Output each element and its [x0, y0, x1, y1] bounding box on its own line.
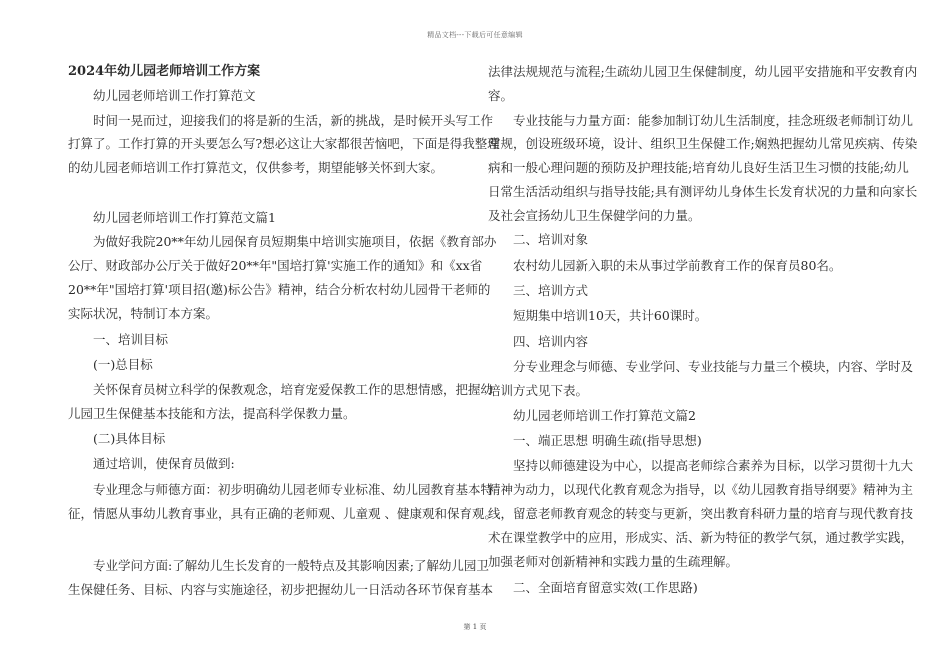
text-line: 征，情愿从事幼儿教育事业，具有正确的老师观、儿童观 、健康观和保育观。	[68, 506, 497, 521]
text-line: 的幼儿园老师培训工作打算范文，仅供参考，期望能够关怀到大家。	[68, 160, 444, 175]
text-line: 打算了。工作打算的开头要怎么写?想必这让大家都很苦恼吧，下面是得我整理	[68, 136, 500, 151]
text-line: 农村幼儿园新入职的未从事过学前教育工作的保育员80名。	[513, 258, 842, 273]
text-line: 培训方式见下表。	[488, 383, 589, 398]
text-line: 专业技能与力量方面：能参加制订幼儿生活制度，挂念班级老师制订幼儿	[513, 113, 914, 128]
text-line: 三、培训方式	[513, 283, 589, 298]
text-line: 一、端正思想 明确生疏(指导思想)	[513, 433, 702, 448]
text-line: 20**年"国培打算'项目招(邀)标公告》精神，结合分析农村幼儿园骨干老师的	[68, 282, 491, 297]
text-line: 时间一晃而过，迎接我们的将是新的生活，新的挑战，是时候开头写工作	[93, 113, 494, 128]
text-line: 关怀保育员树立科学的保教观念，培育宠爱保教工作的思想情感，把握幼	[93, 382, 494, 397]
text-line: 精神为动力，以现代化教育观念为指导，以《幼儿园教育指导纲要》精神为主	[488, 482, 914, 497]
document-title: 2024年幼儿园老师培训工作方案	[68, 64, 261, 79]
text-line: 幼儿园老师培训工作打算范文篇2	[513, 408, 696, 423]
text-line: 及社会宣扬幼儿卫生保健学问的力量。	[488, 208, 701, 223]
text-line: 二、全面培育留意实效(工作思路)	[513, 580, 698, 595]
text-line: 幼儿园老师培训工作打算范文篇1	[93, 210, 276, 225]
text-line: 线，留意老师教育观念的转变与更新，突出教育科研力量的培育与现代教育技	[488, 506, 914, 521]
text-line: 专业学问方面:了解幼儿生长发育的一般特点及其影响因素;了解幼儿园卫	[93, 558, 489, 573]
text-line: 幼儿园老师培训工作打算范文	[93, 88, 256, 103]
text-line: 常规，创设班级环境，设计、组织卫生保健工作;娴熟把握幼儿常见疾病、传染	[488, 136, 918, 151]
text-line: 公厅、财政部办公厅关于做好20**年"国培打算'实施工作的通知》和《xx省	[68, 258, 483, 273]
text-line: 为做好我院20**年幼儿园保育员短期集中培训实施项目，依据《教育部办	[93, 234, 497, 249]
page-header-note: 精品文档---下载后可任意编辑	[427, 31, 523, 39]
text-line: 容。	[488, 88, 514, 103]
text-line: 术在课堂教学中的应用，形成实、活、新为特征的教学气氛，通过教学实践，	[488, 530, 914, 545]
text-line: 日常生活活动组织与指导技能;具有测评幼儿身体生长发育状况的力量和向家长	[488, 184, 918, 199]
text-line: (二)具体目标	[93, 431, 166, 446]
page-number: 第 1 页	[463, 623, 487, 631]
text-line: 一、培训目标	[93, 332, 169, 347]
text-line: 加强老师对创新精神和实践力量的生疏理解。	[488, 554, 739, 569]
text-line: 生保健任务、目标、内容与实施途径，初步把握幼儿一日活动各环节保育基本	[68, 582, 494, 597]
text-line: 病和一般心理问题的预防及护理技能;培育幼儿良好生活卫生习惯的技能;幼儿	[488, 160, 909, 175]
text-line: 实际状况，特制订本方案。	[68, 306, 219, 321]
text-line: 专业理念与师德方面：初步明确幼儿园老师专业标准、幼儿园教育基本特	[93, 482, 494, 497]
text-line: 通过培训，使保育员做到:	[93, 456, 235, 471]
text-line: (一)总目标	[93, 357, 153, 372]
text-line: 分专业理念与师德、专业学问、专业技能与力量三个模块，内容、学时及	[513, 359, 914, 374]
text-line: 二、培训对象	[513, 232, 589, 247]
text-line: 坚持以师德建设为中心，以提高老师综合素养为目标，以学习贯彻十九大	[513, 458, 914, 473]
text-line: 儿园卫生保健基本技能和方法，提高科学保教力量。	[68, 406, 356, 421]
text-line: 短期集中培训10天，共计60课时。	[513, 308, 708, 323]
text-line: 法律法规规范与流程;生疏幼儿园卫生保健制度，幼儿园平安措施和平安教育内	[488, 64, 918, 79]
text-line: 四、培训内容	[513, 334, 589, 349]
